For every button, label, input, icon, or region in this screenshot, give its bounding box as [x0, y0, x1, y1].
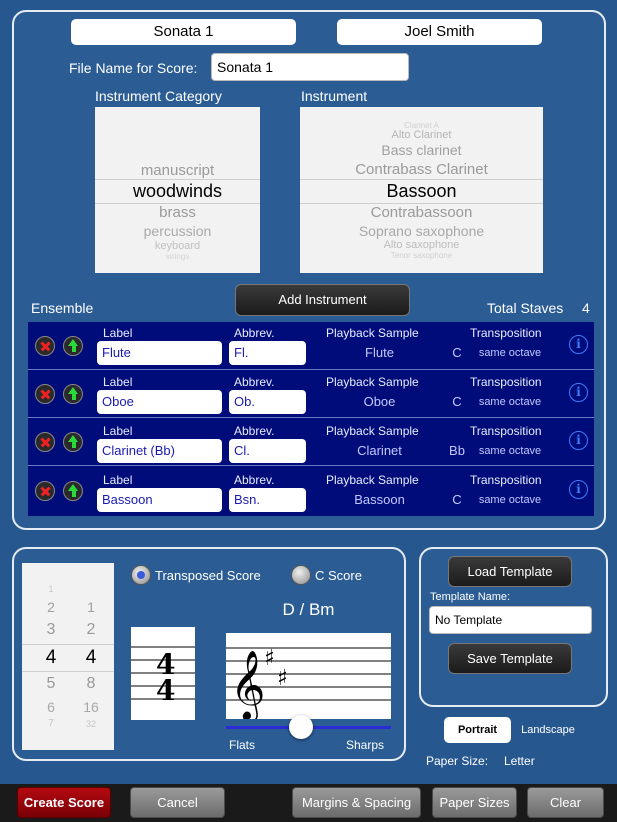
- paper-sizes-button[interactable]: Paper Sizes: [432, 787, 517, 818]
- load-template-button[interactable]: Load Template: [448, 556, 572, 587]
- move-up-icon[interactable]: [63, 384, 83, 404]
- table-row: [28, 418, 594, 466]
- delete-icon[interactable]: [35, 481, 55, 501]
- sharp-icon: ♯: [264, 646, 275, 671]
- file-name-input[interactable]: [211, 53, 409, 81]
- playback-sample[interactable]: Clarinet: [357, 443, 402, 458]
- transposition-key[interactable]: C: [452, 345, 462, 360]
- abbrev-header: Abbrev.: [234, 375, 275, 389]
- paper-size-value: Letter: [504, 754, 535, 768]
- transposition-key[interactable]: C: [452, 394, 462, 409]
- add-instrument-button[interactable]: Add Instrument: [235, 284, 410, 316]
- instrument-item-selected[interactable]: Bassoon: [386, 181, 457, 201]
- instrument-picker[interactable]: [300, 107, 543, 273]
- transposition-key[interactable]: C: [452, 492, 462, 507]
- instrument-item[interactable]: Alto Clarinet: [391, 129, 452, 141]
- time-bottom-item[interactable]: 1: [87, 599, 95, 615]
- time-bottom-item[interactable]: 16: [83, 699, 99, 715]
- treble-clef-icon: 𝄞: [230, 650, 266, 719]
- instrument-item[interactable]: Contrabassoon: [370, 204, 473, 221]
- transposed-score-label: Transposed Score: [155, 568, 261, 583]
- instrument-category-label: Instrument Category: [95, 88, 222, 104]
- instrument-item[interactable]: Soprano saxophone: [358, 223, 485, 239]
- clear-button[interactable]: Clear: [527, 787, 604, 818]
- picker-selection-top: [95, 179, 260, 180]
- category-item[interactable]: keyboard: [154, 240, 201, 252]
- playback-sample[interactable]: Flute: [365, 345, 394, 360]
- ensemble-table: [28, 322, 594, 516]
- portrait-segment[interactable]: Portrait: [444, 717, 511, 743]
- time-top-item[interactable]: 1: [48, 584, 54, 594]
- delete-icon[interactable]: [35, 336, 55, 356]
- key-signature-staff: [226, 633, 391, 719]
- transposition-header: Transposition: [470, 375, 542, 389]
- picker-selection-top: [22, 644, 114, 645]
- label-header: Label: [103, 473, 133, 487]
- label-header: Label: [103, 326, 133, 340]
- time-sig-bottom-digit: 4: [156, 674, 176, 707]
- total-staves-label: Total Staves: [487, 300, 564, 316]
- playback-header: Playback Sample: [326, 326, 419, 340]
- abbrev-header: Abbrev.: [234, 473, 275, 487]
- template-name-input[interactable]: No Template: [429, 606, 592, 634]
- time-bottom-item[interactable]: 32: [85, 719, 96, 729]
- playback-sample[interactable]: Oboe: [363, 394, 396, 409]
- instrument-label: Instrument: [301, 88, 368, 104]
- category-item[interactable]: strings: [165, 252, 190, 261]
- sharp-icon: ♯: [277, 666, 288, 691]
- abbrev-input[interactable]: Bsn.: [229, 488, 306, 512]
- file-name-label: File Name for Score:: [69, 60, 198, 76]
- info-icon[interactable]: i: [569, 431, 588, 450]
- flats-label: Flats: [229, 738, 256, 752]
- time-bottom-item[interactable]: 2: [86, 621, 96, 638]
- label-input[interactable]: Flute: [97, 341, 222, 365]
- transposed-score-radio[interactable]: [131, 565, 151, 585]
- abbrev-header: Abbrev.: [234, 424, 275, 438]
- time-signature-picker[interactable]: [22, 563, 114, 750]
- info-icon[interactable]: i: [569, 480, 588, 499]
- time-top-item[interactable]: 3: [46, 621, 56, 638]
- c-score-radio[interactable]: [291, 565, 311, 585]
- total-staves-value: 4: [582, 300, 590, 316]
- composer-field[interactable]: Joel Smith: [337, 19, 542, 45]
- transposition-octave[interactable]: same octave: [478, 494, 542, 506]
- move-up-icon[interactable]: [63, 481, 83, 501]
- transposition-octave[interactable]: same octave: [478, 396, 542, 408]
- transposition-header: Transposition: [470, 326, 542, 340]
- delete-icon[interactable]: [35, 384, 55, 404]
- info-icon[interactable]: i: [569, 335, 588, 354]
- cancel-button[interactable]: Cancel: [130, 787, 225, 818]
- instrument-item[interactable]: Contrabass Clarinet: [355, 161, 488, 178]
- instrument-category-picker[interactable]: [95, 107, 260, 273]
- abbrev-input[interactable]: Ob.: [229, 390, 306, 414]
- time-top-item[interactable]: 6: [47, 699, 55, 715]
- time-top-selected[interactable]: 4: [45, 647, 57, 668]
- time-sig-top-digit: 4: [156, 648, 176, 681]
- label-header: Label: [103, 375, 133, 389]
- transposition-key[interactable]: Bb: [449, 443, 465, 458]
- transposition-header: Transposition: [470, 424, 542, 438]
- category-item[interactable]: brass: [159, 204, 196, 221]
- sharps-label: Sharps: [346, 738, 385, 752]
- move-up-icon[interactable]: [63, 336, 83, 356]
- abbrev-header: Abbrev.: [234, 326, 275, 340]
- delete-icon[interactable]: [35, 432, 55, 452]
- time-bottom-item[interactable]: 8: [86, 675, 96, 692]
- transposition-header: Transposition: [470, 473, 542, 487]
- time-top-item[interactable]: 7: [48, 718, 54, 729]
- picker-selection-top: [300, 179, 543, 180]
- bottom-toolbar: [0, 784, 617, 822]
- time-top-item[interactable]: 2: [47, 599, 55, 615]
- abbrev-input[interactable]: Fl.: [229, 341, 306, 365]
- label-input[interactable]: Oboe: [97, 390, 222, 414]
- create-score-button[interactable]: Create Score: [17, 787, 111, 818]
- landscape-segment[interactable]: Landscape: [521, 724, 575, 736]
- time-top-item[interactable]: 5: [46, 675, 56, 692]
- category-item[interactable]: manuscript: [140, 162, 215, 179]
- transposition-octave[interactable]: same octave: [478, 445, 542, 457]
- move-up-icon[interactable]: [63, 432, 83, 452]
- transposition-octave[interactable]: same octave: [478, 347, 542, 359]
- abbrev-input[interactable]: Cl.: [229, 439, 306, 463]
- picker-selection-bottom: [22, 671, 114, 672]
- paper-size-label: Paper Size:: [426, 754, 489, 768]
- instrument-item[interactable]: Alto saxophone: [383, 239, 460, 251]
- time-signature-staff: [131, 627, 195, 720]
- instrument-item[interactable]: Tenor saxophone: [390, 251, 453, 260]
- table-row: [28, 370, 594, 418]
- playback-sample[interactable]: Bassoon: [354, 492, 405, 507]
- label-header: Label: [103, 424, 133, 438]
- margins-spacing-button[interactable]: Margins & Spacing: [292, 787, 421, 818]
- playback-header: Playback Sample: [326, 473, 419, 487]
- time-signature-preview: [131, 627, 195, 720]
- category-item[interactable]: percussion: [143, 223, 212, 239]
- label-input[interactable]: Clarinet (Bb): [97, 439, 222, 463]
- ensemble-label: Ensemble: [31, 300, 94, 316]
- score-title-field[interactable]: Sonata 1: [71, 19, 296, 45]
- key-signature-name: D / Bm: [282, 600, 335, 619]
- table-row: [28, 322, 594, 370]
- info-icon[interactable]: i: [569, 383, 588, 402]
- c-score-label: C Score: [315, 568, 362, 583]
- label-input[interactable]: Bassoon: [97, 488, 222, 512]
- save-template-button[interactable]: Save Template: [448, 643, 572, 674]
- instrument-item[interactable]: Bass clarinet: [381, 142, 462, 158]
- template-name-label: Template Name:: [430, 591, 511, 603]
- file-name-value: Sonata 1: [217, 59, 274, 75]
- category-item-selected[interactable]: woodwinds: [132, 181, 223, 201]
- table-row: [28, 466, 594, 514]
- time-bottom-selected[interactable]: 4: [85, 647, 97, 668]
- playback-header: Playback Sample: [326, 375, 419, 389]
- instrument-item[interactable]: Clarinet A: [404, 121, 439, 130]
- key-signature-preview: [226, 633, 391, 719]
- playback-header: Playback Sample: [326, 424, 419, 438]
